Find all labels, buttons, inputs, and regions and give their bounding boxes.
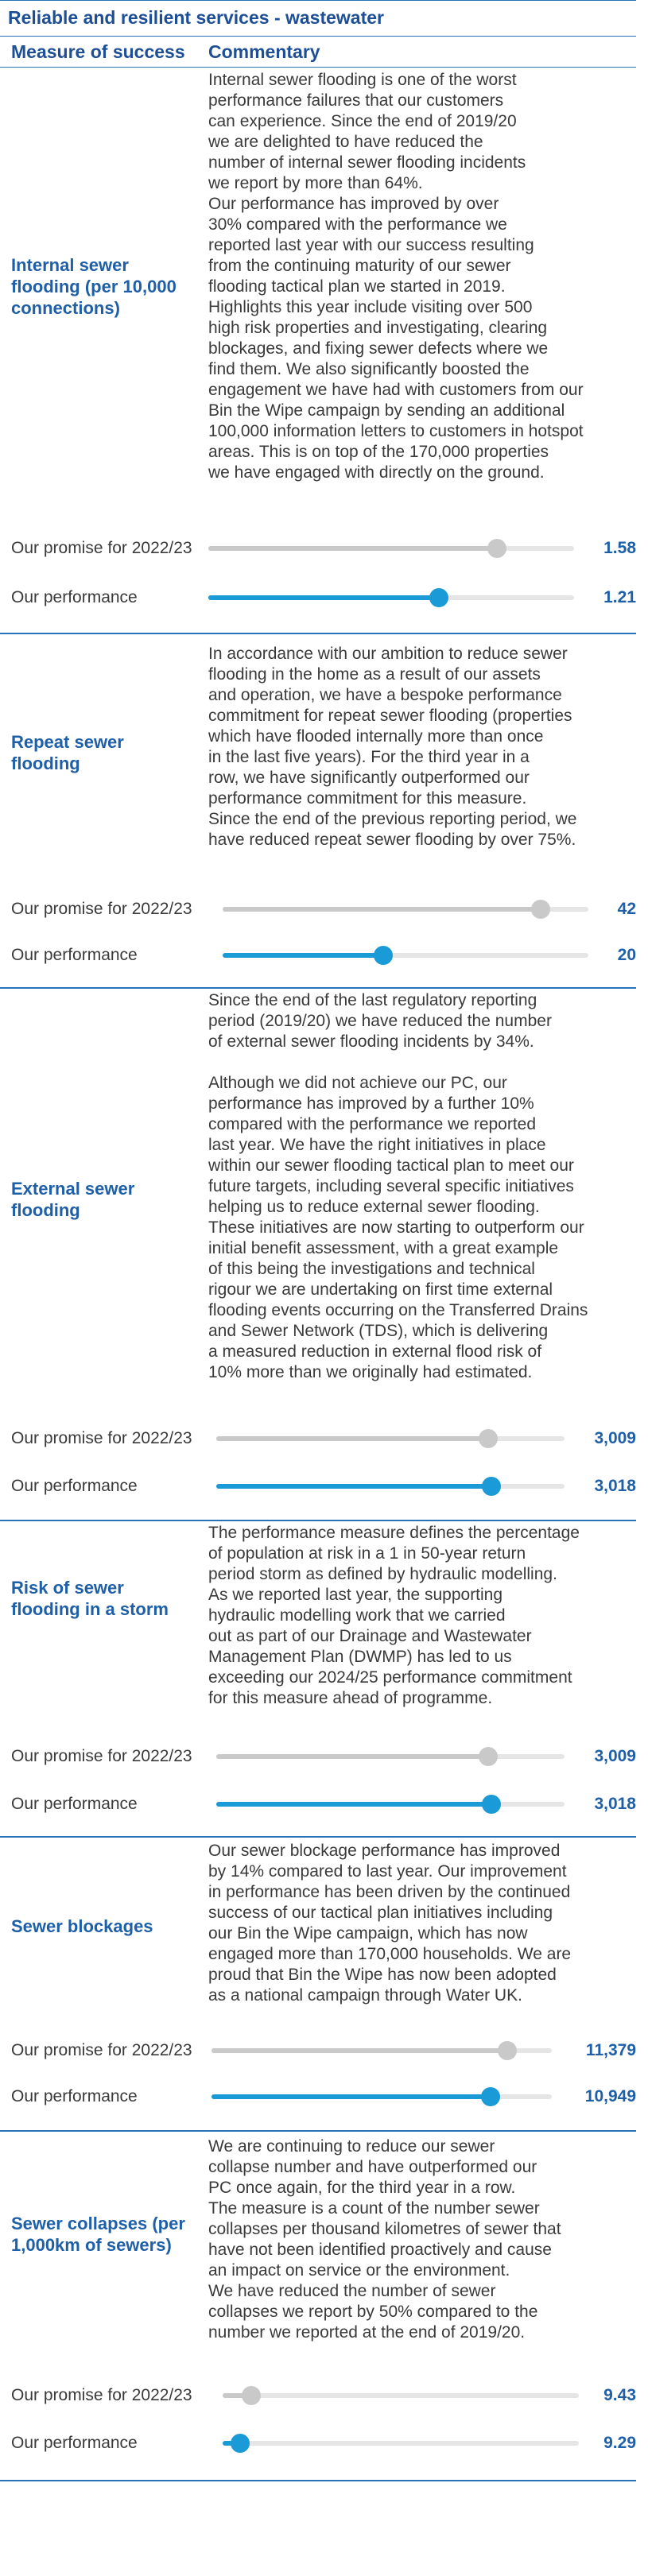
promise-fill [216, 1436, 488, 1441]
performance-track [223, 953, 588, 958]
promise-track [208, 546, 574, 551]
promise-marker [487, 539, 506, 558]
commentary-text: Since the end of the last regulatory reporting period (2019/20) we have reduced the number of external sewer flooding incidents by 34%. Although we did not achieve our PC, our performance has improved by a further 10% compared with the performance we reported last year. We have the right initiatives in place within our sewer flooding tactical plan to meet our future targets, including several specific initiatives helping us to reduce external sewer flooding. These initiatives are now starting to outperform our initial benefit assessment, with a great example of this being the investigations and technical rigour we are undertaking on first time external flooding events occurring on the Transferred Drains and Sewer Network (TDS), which is delivering a measured reduction in external flood risk of 10% more than we originally had estimated. [208, 991, 588, 1381]
promise-fill [223, 907, 541, 912]
performance-track [216, 1802, 565, 1807]
performance-label: Our performance [11, 2434, 138, 2452]
promise-value: 1.58 [603, 539, 636, 557]
promise-marker [479, 1747, 498, 1766]
performance-marker [482, 1477, 501, 1496]
promise-value: 3,009 [594, 1747, 636, 1765]
measure-name: Sewer collapses (per 1,000km of sewers) [11, 2214, 185, 2255]
section-risk-of-sewer-flooding-in-a-storm [0, 1520, 636, 1838]
performance-label: Our performance [11, 1477, 138, 1495]
commentary-text: The performance measure defines the percentage of population at risk in a 1 in 50-year return period storm as defined by hydraulic modelling. As we reported last year, the supporting hydraulic modelling work that we carried out as part of our Drainage and Wastewater Management Plan (DWMP) has led to us exceeding our 2024/25 performance commitment for this measure ahead of programme. [208, 1524, 580, 1707]
commentary-text: Our sewer blockage performance has improved by 14% compared to last year. Our improvement in performance has been driven by the continued success of our tactical plan initiatives including our Bin the Wipe campaign, which has now engaged more than 170,000 households. We are proud that Bin the Wipe has now been adopted as a national campaign through Water UK. [208, 1842, 572, 2005]
performance-track [208, 595, 574, 600]
performance-marker [231, 2434, 250, 2453]
promise-label: Our promise for 2022/23 [11, 1429, 192, 1447]
promise-fill [216, 1754, 488, 1759]
performance-fill [216, 1802, 491, 1807]
performance-row [0, 1790, 636, 1819]
promise-value: 9.43 [603, 2386, 636, 2404]
performance-marker [374, 946, 393, 965]
performance-value: 3,018 [594, 1795, 636, 1813]
section-sewer-collapses [0, 2130, 636, 2481]
commentary-text: In accordance with our ambition to reduce sewer flooding in the home as a result of our assets and operation, we have a bespoke performance commitment for repeat sewer flooding (properties which have flooded internally more than once in the last five years). For the third year in a row, we have significantly outperformed our performance commitment for this measure. Since the end of the previous reporting period, we have reduced repeat sewer flooding by over 75%. [208, 645, 577, 849]
performance-label: Our performance [11, 1795, 138, 1813]
performance-fill [223, 953, 383, 958]
performance-row [0, 1472, 636, 1501]
performance-track [211, 2094, 552, 2099]
promise-value: 42 [617, 900, 636, 918]
promise-label: Our promise for 2022/23 [11, 900, 192, 918]
measure-name: External sewer flooding [11, 1179, 135, 1220]
promise-row [0, 2381, 636, 2410]
performance-label: Our performance [11, 2087, 138, 2105]
promise-track [223, 2393, 579, 2398]
measure-name: Internal sewer flooding (per 10,000 connections) [11, 255, 177, 318]
performance-value: 3,018 [594, 1477, 636, 1495]
promise-track [223, 907, 588, 912]
promise-fill [208, 546, 497, 551]
section-external-sewer-flooding [0, 987, 636, 1521]
promise-track [211, 2048, 552, 2053]
performance-value: 10,949 [584, 2087, 636, 2105]
performance-value: 20 [617, 946, 636, 964]
performance-row [0, 2429, 636, 2458]
promise-row [0, 534, 636, 563]
measure-name: Sewer blockages [11, 1916, 153, 1936]
performance-track [223, 2441, 579, 2446]
column-header-measure: Measure of success [11, 41, 185, 62]
promise-label: Our promise for 2022/23 [11, 2386, 192, 2404]
performance-fill [216, 1484, 491, 1489]
performance-value: 9.29 [603, 2434, 636, 2452]
performance-track [216, 1484, 565, 1489]
performance-marker [429, 588, 448, 607]
performance-value: 1.21 [603, 588, 636, 606]
section-internal-sewer-flooding [0, 67, 636, 634]
promise-track [216, 1754, 565, 1759]
performance-fill [208, 595, 439, 600]
measure-name: Risk of sewer flooding in a storm [11, 1578, 169, 1619]
table-header [0, 35, 636, 68]
title-bar [0, 0, 636, 37]
performance-label: Our performance [11, 588, 138, 606]
promise-value: 3,009 [594, 1429, 636, 1447]
section-sewer-blockages [0, 1836, 636, 2132]
promise-marker [479, 1429, 498, 1448]
promise-row [0, 1742, 636, 1771]
commentary-text: Internal sewer flooding is one of the worst performance failures that our customers can experience. Since the end of 2019/20 we are delighted to have reduced the number of internal sewer flooding incidents we report by more than 64%. Our performance has improved by over 30% compared with the performance we reported last year with our success resulting from the continuing maturity of our sewer flooding tactical plan we started in 2019. Highlights this year include visiting over 500 high risk properties and investigating, clearing blockages, and fixing sewer defects where we find them. We also significantly boosted the engagement we have had with customers from our Bin the Wipe campaign by sending an additional 100,000 information letters to customers in hotspot areas. This is on top of the 170,000 properties we have engaged with directly on the ground. [208, 71, 584, 482]
promise-row [0, 2036, 636, 2065]
performance-marker [481, 2087, 500, 2106]
commentary-text: We are continuing to reduce our sewer collapse number and have outperformed our PC once again, for the third year in a row. The measure is a count of the number sewer collapses per thousand kilometres of sewer that have not been identified proactively and cause an impact on service or the environment. We have reduced the number of sewer collapses we report by 50% compared to the number we reported at the end of 2019/20. [208, 2137, 561, 2342]
performance-label: Our performance [11, 946, 138, 964]
promise-track [216, 1436, 565, 1441]
promise-row [0, 895, 636, 924]
promise-fill [211, 2048, 507, 2053]
promise-label: Our promise for 2022/23 [11, 2041, 192, 2059]
performance-row [0, 941, 636, 970]
performance-row [0, 583, 636, 612]
promise-marker [498, 2041, 517, 2060]
promise-row [0, 1424, 636, 1453]
promise-label: Our promise for 2022/23 [11, 539, 192, 557]
performance-fill [211, 2094, 491, 2099]
performance-row [0, 2082, 636, 2111]
column-header-commentary: Commentary [208, 41, 320, 62]
page-title: Reliable and resilient services - wastewater [8, 7, 385, 28]
promise-marker [531, 900, 550, 919]
measure-name: Repeat sewer flooding [11, 732, 124, 773]
promise-marker [242, 2386, 261, 2405]
promise-label: Our promise for 2022/23 [11, 1747, 192, 1765]
performance-marker [482, 1795, 501, 1814]
promise-value: 11,379 [585, 2041, 636, 2059]
section-repeat-sewer-flooding [0, 633, 636, 989]
